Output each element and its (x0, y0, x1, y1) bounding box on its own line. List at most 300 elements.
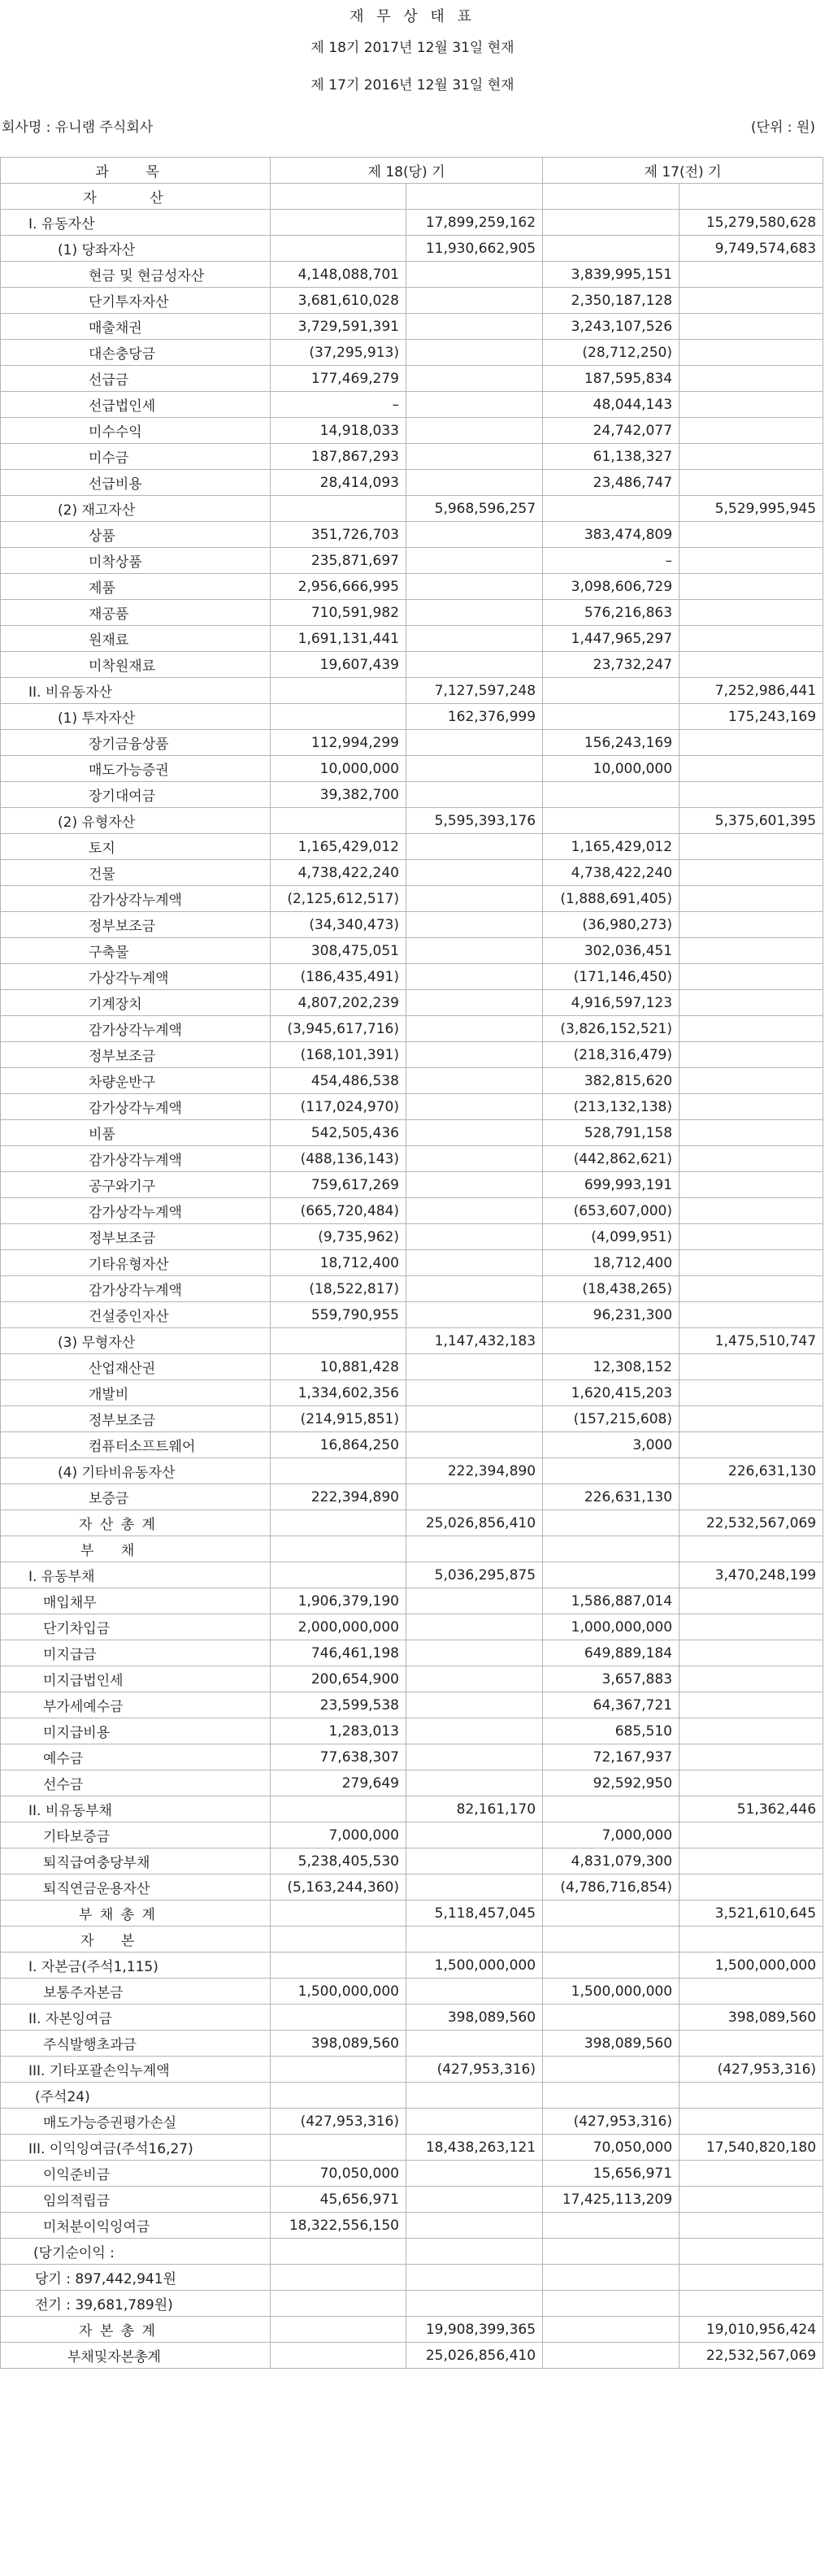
amount-c2: 222,394,890 (406, 1458, 543, 1484)
table-row (1, 574, 823, 600)
amount-c1: 1,165,429,012 (271, 834, 406, 860)
row-label: (3) 무형자산 (1, 1328, 271, 1354)
row-label: 장기대여금 (1, 782, 271, 808)
amount-c1: 16,864,250 (271, 1432, 406, 1458)
table-row (1, 392, 823, 418)
amount-p2 (680, 2213, 823, 2239)
table-row (1, 1094, 823, 1120)
amount-p2 (680, 522, 823, 548)
table-row (1, 1796, 823, 1822)
amount-p1: 3,657,883 (543, 1666, 680, 1692)
amount-p1: (28,712,250) (543, 340, 680, 366)
amount-c2 (406, 2291, 543, 2317)
table-row (1, 470, 823, 496)
amount-p2 (680, 1979, 823, 2005)
amount-p2 (680, 1432, 823, 1458)
table-row (1, 1328, 823, 1354)
amount-p1: 576,216,863 (543, 600, 680, 626)
amount-p1: 7,000,000 (543, 1822, 680, 1848)
amount-p2 (680, 1848, 823, 1874)
table-row (1, 1874, 823, 1901)
row-label: 선급금 (1, 366, 271, 392)
amount-c2: 7,127,597,248 (406, 678, 543, 704)
amount-c2 (406, 730, 543, 756)
row-label: (주석24) (1, 2083, 271, 2109)
amount-c1 (271, 2057, 406, 2083)
amount-p1: 226,631,130 (543, 1484, 680, 1510)
row-label: 매입채무 (1, 1588, 271, 1614)
table-row (1, 2343, 823, 2369)
table-row (1, 1562, 823, 1588)
amount-p2: 9,749,574,683 (680, 236, 823, 262)
amount-c2 (406, 912, 543, 938)
amount-p1: 10,000,000 (543, 756, 680, 782)
row-label: 매출채권 (1, 314, 271, 340)
company-name: 회사명 : 유니램 주식회사 (2, 119, 154, 136)
amount-c2 (406, 964, 543, 990)
amount-c2 (406, 1536, 543, 1562)
amount-p1: 4,831,079,300 (543, 1848, 680, 1874)
table-row (1, 600, 823, 626)
amount-p2: 1,475,510,747 (680, 1328, 823, 1354)
amount-p2 (680, 1692, 823, 1718)
amount-p2 (680, 418, 823, 444)
table-row (1, 2265, 823, 2291)
row-label: 단기투자자산 (1, 288, 271, 314)
row-label: 대손충당금 (1, 340, 271, 366)
amount-c1: (214,915,851) (271, 1406, 406, 1432)
amount-c2 (406, 2083, 543, 2109)
table-row (1, 1979, 823, 2005)
row-label: 정부보조금 (1, 1042, 271, 1068)
row-label: (4) 기타비유동자산 (1, 1458, 271, 1484)
amount-c2: (427,953,316) (406, 2057, 543, 2083)
amount-p1 (543, 1562, 680, 1588)
table-row (1, 314, 823, 340)
amount-p1: (1,888,691,405) (543, 886, 680, 912)
row-label: I. 유동부채 (1, 1562, 271, 1588)
amount-c2 (406, 652, 543, 678)
amount-c1: (37,295,913) (271, 340, 406, 366)
amount-c2 (406, 1614, 543, 1640)
amount-p1 (543, 2239, 680, 2265)
table-row (1, 964, 823, 990)
amount-p2: 3,521,610,645 (680, 1901, 823, 1927)
table-row (1, 1927, 823, 1953)
table-row (1, 756, 823, 782)
amount-p2: 3,470,248,199 (680, 1562, 823, 1588)
amount-p1: 15,656,971 (543, 2161, 680, 2187)
amount-p1: 699,993,191 (543, 1172, 680, 1198)
table-row (1, 1172, 823, 1198)
amount-c1: – (271, 392, 406, 418)
amount-c2 (406, 1276, 543, 1302)
amount-p1 (543, 2083, 680, 2109)
amount-p1: 17,425,113,209 (543, 2187, 680, 2213)
amount-p2 (680, 652, 823, 678)
amount-p1: 70,050,000 (543, 2135, 680, 2161)
amount-c1: 177,469,279 (271, 366, 406, 392)
amount-p2 (680, 1536, 823, 1562)
amount-p1: 1,500,000,000 (543, 1979, 680, 2005)
amount-c2 (406, 834, 543, 860)
table-row (1, 990, 823, 1016)
table-row (1, 678, 823, 704)
amount-c2 (406, 1822, 543, 1848)
amount-c1 (271, 2291, 406, 2317)
amount-p1: 1,620,415,203 (543, 1380, 680, 1406)
row-label: 현금 및 현금성자산 (1, 262, 271, 288)
amount-p2 (680, 2109, 823, 2135)
row-label: 미지급법인세 (1, 1666, 271, 1692)
amount-c1: (488,136,143) (271, 1146, 406, 1172)
row-label: 전기 : 39,681,789원) (1, 2291, 271, 2317)
amount-c2 (406, 288, 543, 314)
amount-c2 (406, 340, 543, 366)
amount-c2 (406, 1120, 543, 1146)
amount-c1: (18,522,817) (271, 1276, 406, 1302)
amount-p1 (543, 1901, 680, 1927)
amount-p2 (680, 626, 823, 652)
amount-p2: 19,010,956,424 (680, 2317, 823, 2343)
amount-c1: 200,654,900 (271, 1666, 406, 1692)
table-row (1, 1614, 823, 1640)
amount-c2 (406, 444, 543, 470)
row-label: 산업재산권 (1, 1354, 271, 1380)
amount-c2 (406, 184, 543, 210)
table-row (1, 1406, 823, 1432)
row-label: 예수금 (1, 1744, 271, 1770)
table-row (1, 704, 823, 730)
amount-c1: 308,475,051 (271, 938, 406, 964)
amount-c1: 351,726,703 (271, 522, 406, 548)
table-row (1, 1198, 823, 1224)
amount-p1: (653,607,000) (543, 1198, 680, 1224)
amount-p2: 22,532,567,069 (680, 1510, 823, 1536)
amount-c2 (406, 2187, 543, 2213)
row-label: (당기순이익 : (1, 2239, 271, 2265)
amount-c1 (271, 2343, 406, 2369)
amount-p2 (680, 1614, 823, 1640)
row-label: 미수수익 (1, 418, 271, 444)
table-row (1, 1953, 823, 1979)
amount-c2 (406, 262, 543, 288)
amount-c2: 398,089,560 (406, 2005, 543, 2031)
table-row (1, 418, 823, 444)
row-label: 장기금융상품 (1, 730, 271, 756)
amount-c2: 5,118,457,045 (406, 1901, 543, 1927)
amount-c1: 1,283,013 (271, 1718, 406, 1744)
table-row (1, 1016, 823, 1042)
row-label: 임의적립금 (1, 2187, 271, 2213)
amount-p1 (543, 236, 680, 262)
amount-c1: 1,500,000,000 (271, 1979, 406, 2005)
row-label: 감가상각누계액 (1, 1016, 271, 1042)
amount-p2: 1,500,000,000 (680, 1953, 823, 1979)
balance-sheet-body (1, 158, 823, 2369)
amount-p2: 5,375,601,395 (680, 808, 823, 834)
table-row (1, 1302, 823, 1328)
amount-p2 (680, 2239, 823, 2265)
amount-c2 (406, 1979, 543, 2005)
amount-p2 (680, 1380, 823, 1406)
row-label: 자 본 총 계 (1, 2317, 271, 2343)
amount-c2 (406, 1042, 543, 1068)
amount-c2: 19,908,399,365 (406, 2317, 543, 2343)
amount-c1: (5,163,244,360) (271, 1874, 406, 1901)
amount-c2 (406, 1666, 543, 1692)
table-row (1, 1120, 823, 1146)
amount-c2 (406, 1068, 543, 1094)
amount-p2 (680, 1927, 823, 1953)
amount-c2 (406, 2265, 543, 2291)
amount-c2 (406, 1874, 543, 1901)
table-row (1, 1848, 823, 1874)
amount-c1: 222,394,890 (271, 1484, 406, 1510)
table-row (1, 1666, 823, 1692)
row-label: 가상각누계액 (1, 964, 271, 990)
table-row (1, 1484, 823, 1510)
amount-c1 (271, 184, 406, 210)
amount-p1: 23,486,747 (543, 470, 680, 496)
amount-c1: 746,461,198 (271, 1640, 406, 1666)
amount-p1: (4,099,951) (543, 1224, 680, 1250)
section-heading: 부 채 (80, 1543, 146, 1559)
row-label (1, 1927, 271, 1953)
table-row (1, 288, 823, 314)
table-row (1, 2187, 823, 2213)
amount-c1: 14,918,033 (271, 418, 406, 444)
row-label: 자 산 총 계 (1, 1510, 271, 1536)
amount-c2: 25,026,856,410 (406, 1510, 543, 1536)
amount-c2 (406, 990, 543, 1016)
amount-c2 (406, 1640, 543, 1666)
amount-p2 (680, 834, 823, 860)
row-label: (1) 투자자산 (1, 704, 271, 730)
amount-p2 (680, 782, 823, 808)
table-row (1, 1640, 823, 1666)
statement-title: 재 무 상 태 표 (350, 8, 475, 25)
table-row (1, 2161, 823, 2187)
amount-p2 (680, 1354, 823, 1380)
row-label: 선수금 (1, 1770, 271, 1796)
row-label: (2) 유형자산 (1, 808, 271, 834)
amount-c2: 18,438,263,121 (406, 2135, 543, 2161)
amount-c1: 235,871,697 (271, 548, 406, 574)
row-label: 선급비용 (1, 470, 271, 496)
row-label: 부가세예수금 (1, 1692, 271, 1718)
row-label: 보증금 (1, 1484, 271, 1510)
amount-p2 (680, 2083, 823, 2109)
table-row (1, 236, 823, 262)
amount-p1: 302,036,451 (543, 938, 680, 964)
amount-p2 (680, 1302, 823, 1328)
amount-c2 (406, 1927, 543, 1953)
amount-c1: (9,735,962) (271, 1224, 406, 1250)
table-row (1, 2083, 823, 2109)
amount-p1 (543, 1927, 680, 1953)
amount-p2: 175,243,169 (680, 704, 823, 730)
table-row (1, 2057, 823, 2083)
amount-c1: 710,591,982 (271, 600, 406, 626)
amount-c2 (406, 548, 543, 574)
row-label: 부 채 총 계 (1, 1901, 271, 1927)
row-label: 정부보조금 (1, 1406, 271, 1432)
amount-p1: (427,953,316) (543, 2109, 680, 2135)
table-row (1, 1068, 823, 1094)
amount-c2: 25,026,856,410 (406, 2343, 543, 2369)
amount-p2 (680, 1484, 823, 1510)
amount-p1: 528,791,158 (543, 1120, 680, 1146)
amount-p1: 3,839,995,151 (543, 262, 680, 288)
amount-p2 (680, 340, 823, 366)
row-label: 선급법인세 (1, 392, 271, 418)
table-row (1, 652, 823, 678)
row-label (1, 184, 271, 210)
amount-c1: 23,599,538 (271, 1692, 406, 1718)
amount-p1: 398,089,560 (543, 2031, 680, 2057)
amount-p2 (680, 2161, 823, 2187)
amount-p2: 226,631,130 (680, 1458, 823, 1484)
row-label: 기타유형자산 (1, 1250, 271, 1276)
row-label: 원재료 (1, 626, 271, 652)
amount-c1: 18,712,400 (271, 1250, 406, 1276)
amount-c2 (406, 470, 543, 496)
table-row (1, 782, 823, 808)
amount-p2 (680, 1588, 823, 1614)
table-row (1, 2239, 823, 2265)
amount-p1: (3,826,152,521) (543, 1016, 680, 1042)
row-label: 구축물 (1, 938, 271, 964)
amount-p1 (543, 2005, 680, 2031)
amount-c1: (168,101,391) (271, 1042, 406, 1068)
row-label: 건물 (1, 860, 271, 886)
table-row (1, 938, 823, 964)
amount-c1: 759,617,269 (271, 1172, 406, 1198)
amount-c2: 5,968,596,257 (406, 496, 543, 522)
amount-p1 (543, 184, 680, 210)
header-item: 과 목 (1, 158, 271, 184)
table-row (1, 548, 823, 574)
amount-p2: 17,540,820,180 (680, 2135, 823, 2161)
amount-c1 (271, 678, 406, 704)
amount-c2 (406, 860, 543, 886)
amount-p2 (680, 1172, 823, 1198)
row-label: 정부보조금 (1, 912, 271, 938)
amount-c2: 1,147,432,183 (406, 1328, 543, 1354)
amount-p1: 383,474,809 (543, 522, 680, 548)
amount-c1: 4,148,088,701 (271, 262, 406, 288)
table-row (1, 1276, 823, 1302)
amount-p2 (680, 1276, 823, 1302)
amount-p2 (680, 2291, 823, 2317)
amount-c1: 3,729,591,391 (271, 314, 406, 340)
amount-p2 (680, 1666, 823, 1692)
amount-p1: 72,167,937 (543, 1744, 680, 1770)
amount-c2: 5,595,393,176 (406, 808, 543, 834)
amount-c1: 4,807,202,239 (271, 990, 406, 1016)
amount-c1 (271, 496, 406, 522)
amount-c1 (271, 2317, 406, 2343)
row-label: 퇴직급여충당부채 (1, 1848, 271, 1874)
amount-c2 (406, 886, 543, 912)
amount-c1 (271, 2083, 406, 2109)
amount-c2 (406, 1224, 543, 1250)
table-row (1, 2005, 823, 2031)
amount-c1: 7,000,000 (271, 1822, 406, 1848)
amount-p1: 1,165,429,012 (543, 834, 680, 860)
amount-c2 (406, 1692, 543, 1718)
table-row (1, 1536, 823, 1562)
amount-p1: 1,000,000,000 (543, 1614, 680, 1640)
amount-p1: 3,000 (543, 1432, 680, 1458)
row-label: II. 비유동자산 (1, 678, 271, 704)
amount-c1: 10,881,428 (271, 1354, 406, 1380)
row-label: I. 유동자산 (1, 210, 271, 236)
row-label: 개발비 (1, 1380, 271, 1406)
row-label: 미지급금 (1, 1640, 271, 1666)
row-label: 건설중인자산 (1, 1302, 271, 1328)
amount-p1: 23,732,247 (543, 652, 680, 678)
amount-c1 (271, 1953, 406, 1979)
amount-c1: 279,649 (271, 1770, 406, 1796)
amount-p2 (680, 288, 823, 314)
amount-c1: 454,486,538 (271, 1068, 406, 1094)
amount-p2 (680, 574, 823, 600)
amount-c2 (406, 1406, 543, 1432)
table-row (1, 1692, 823, 1718)
amount-c1: 2,000,000,000 (271, 1614, 406, 1640)
amount-p2 (680, 730, 823, 756)
amount-c2 (406, 938, 543, 964)
table-row (1, 1224, 823, 1250)
row-label: 미처분이익잉여금 (1, 2213, 271, 2239)
amount-p2: 15,279,580,628 (680, 210, 823, 236)
amount-p1 (543, 2291, 680, 2317)
amount-c2 (406, 1354, 543, 1380)
row-label: 미착상품 (1, 548, 271, 574)
row-label: 주식발행초과금 (1, 2031, 271, 2057)
amount-c2: 1,500,000,000 (406, 1953, 543, 1979)
amount-p1: (218,316,479) (543, 1042, 680, 1068)
amount-c2: 17,899,259,162 (406, 210, 543, 236)
amount-c1: 112,994,299 (271, 730, 406, 756)
section-heading: 자 산 (83, 190, 188, 206)
amount-c1: 559,790,955 (271, 1302, 406, 1328)
amount-c2 (406, 418, 543, 444)
amount-c1: 18,322,556,150 (271, 2213, 406, 2239)
table-row (1, 2213, 823, 2239)
amount-p1: 1,447,965,297 (543, 626, 680, 652)
amount-p2 (680, 964, 823, 990)
amount-p2 (680, 756, 823, 782)
amount-p2 (680, 392, 823, 418)
row-label: 당기 : 897,442,941원 (1, 2265, 271, 2291)
amount-c1: 45,656,971 (271, 2187, 406, 2213)
amount-c1 (271, 1562, 406, 1588)
row-label: 감가상각누계액 (1, 1198, 271, 1224)
amount-p1: (18,438,265) (543, 1276, 680, 1302)
table-row (1, 1380, 823, 1406)
amount-p2 (680, 912, 823, 938)
table-row (1, 262, 823, 288)
row-label: 컴퓨터소프트웨어 (1, 1432, 271, 1458)
table-row (1, 808, 823, 834)
table-row (1, 1146, 823, 1172)
row-label: III. 이익잉여금(주석16,27) (1, 2135, 271, 2161)
amount-c1: 187,867,293 (271, 444, 406, 470)
amount-p1 (543, 496, 680, 522)
